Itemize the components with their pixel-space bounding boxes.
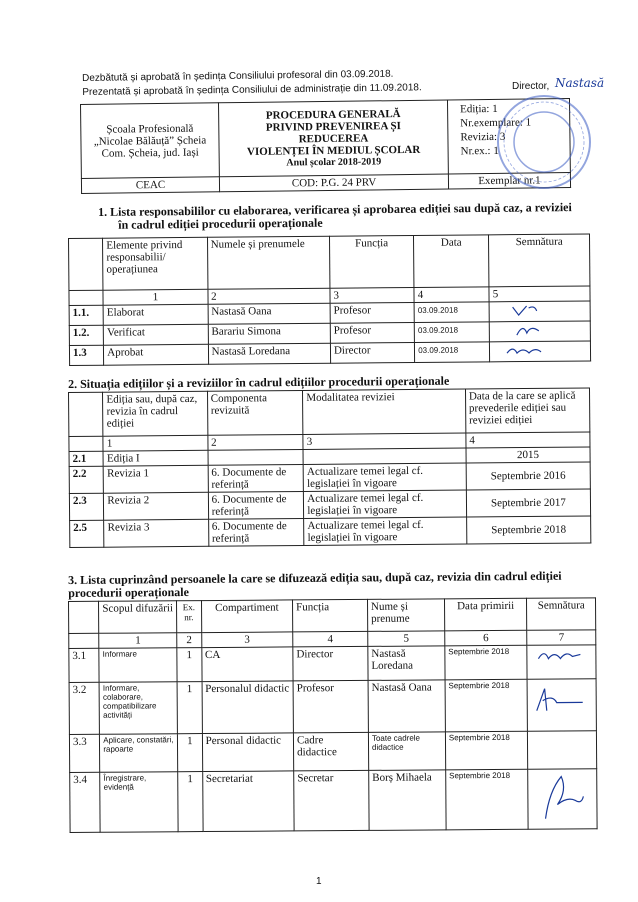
- title-line-3: REDUCEREA: [298, 131, 369, 145]
- row-id: 3.3: [69, 734, 100, 772]
- row-id: 1.3: [69, 345, 103, 365]
- col-receive-date: Data primirii: [444, 598, 527, 631]
- row-id: 1.2.: [69, 325, 103, 345]
- signature-cell: [490, 341, 591, 362]
- department: Personalul didactic: [202, 681, 294, 734]
- table-row: [70, 516, 591, 548]
- apply-date: Septembrie 2018: [466, 516, 590, 544]
- num-6: 6: [445, 630, 528, 646]
- signature-icon: [532, 770, 588, 822]
- num-5: 5: [368, 631, 445, 647]
- num-5: 5: [489, 286, 590, 302]
- receive-date: Septembrie 2018: [445, 645, 528, 680]
- col-modality: Modalitatea reviziei: [303, 389, 466, 434]
- function: Profesor: [293, 680, 368, 733]
- code-cell: COD: P.G. 24 PRV: [220, 174, 449, 192]
- num-2: 2: [208, 434, 304, 450]
- department: CA: [201, 647, 293, 682]
- signature-cell: [527, 679, 596, 731]
- col-copy-number: Ex. nr.: [177, 601, 202, 633]
- apply-date: Septembrie 2017: [466, 489, 590, 517]
- num-4: 4: [293, 631, 368, 647]
- approval-line-2: Prezentată și aprobată în ședința Consiliului de administrație din 11.09.2018.: [82, 82, 422, 98]
- section-3-heading-line-1: 3. Lista cuprinzând persoanele la care se difuzează ediția sau, după caz, revizia din cadrul ediției: [67, 568, 562, 587]
- component: [208, 449, 304, 465]
- function: Profesor: [330, 322, 414, 343]
- signature-cell: [527, 645, 596, 679]
- person-name: Toate cadrele didactice: [368, 732, 445, 771]
- responsibles-table: [68, 233, 591, 366]
- scope: Aplicare, constatări, rapoarte: [100, 734, 178, 773]
- section-1-heading: [98, 201, 572, 232]
- scope: Informare: [99, 648, 177, 683]
- school-cell: [81, 103, 220, 179]
- exemplar-cell: Exemplar nr.1: [448, 173, 570, 189]
- modality: Actualizare temei legal cf. legislației în vigoare: [304, 490, 467, 518]
- col-function: Funcția: [293, 599, 368, 632]
- num-2: 2: [177, 633, 202, 648]
- school-line-2: „Nicolae Bălăuță” Șcheia: [93, 133, 207, 148]
- department: Personal didactic: [202, 733, 294, 772]
- function: Cadre didactice: [293, 732, 368, 771]
- date: 03.09.2018: [415, 342, 490, 363]
- num-7: 7: [527, 630, 596, 645]
- copy-number-info: Nr.ex.: 1: [460, 144, 499, 158]
- function: Director: [330, 342, 414, 363]
- col-name: Numele și prenumele: [207, 236, 330, 289]
- distribution-table: [68, 597, 598, 833]
- num-1: 1: [99, 633, 177, 649]
- signature-icon: [531, 680, 587, 720]
- scope: Informare, colaborare, compatibilizare activități: [99, 682, 177, 735]
- page-number: 1: [316, 876, 322, 887]
- section-2-heading: 2. Situația edițiilor și a reviziilor în cadrul edițiilor procedurii operaționale: [67, 373, 450, 391]
- num-4: 4: [414, 287, 489, 303]
- table-row: [69, 645, 596, 683]
- function: Profesor: [330, 302, 414, 323]
- signature-icon: [493, 343, 553, 358]
- component: 6. Documente de referință: [208, 491, 304, 519]
- col-date: Data: [414, 235, 490, 288]
- date: 03.09.2018: [414, 322, 489, 343]
- col-signature: Semnătura: [527, 598, 596, 630]
- apply-date: 2015: [466, 447, 590, 463]
- date: 03.09.2018: [414, 302, 489, 323]
- component: 6. Documente de referință: [208, 464, 304, 492]
- section-3-heading-line-2: procedurii operaționale: [68, 584, 190, 600]
- edition: Revizia 1: [104, 465, 208, 493]
- section-1-heading-line-1: 1. Lista responsabililor cu elaborarea, verificarea și aprobarea ediției sau după caz, a reviziei: [97, 200, 572, 219]
- table-row: [70, 769, 597, 833]
- col-department: Compartiment: [201, 600, 293, 633]
- apply-date: Septembrie 2016: [466, 462, 590, 490]
- section-1-heading-line-2: în cadrul ediției procedurii operaționale: [118, 215, 323, 232]
- signature-icon: [531, 646, 587, 664]
- col-name: Nume și prenume: [367, 599, 444, 632]
- signature-icon: [493, 323, 553, 338]
- table-row: [69, 679, 596, 735]
- col-signature: Semnătura: [489, 234, 590, 287]
- num-2: 2: [208, 288, 330, 304]
- ceac-cell: CEAC: [81, 177, 219, 194]
- edition: Revizia 3: [104, 519, 208, 547]
- school-line-1: Școala Profesională: [106, 122, 194, 136]
- edition: Revizia 2: [104, 492, 208, 520]
- editions-table: [68, 387, 591, 548]
- col-apply-date: Data de la care se aplică prevederile ediției sau reviziei ediției: [465, 388, 590, 433]
- copies-info: Nr.exemplare: 1: [460, 116, 532, 130]
- num-1: 1: [103, 289, 208, 305]
- row-id: 3.4: [70, 772, 101, 832]
- school-year: Anul școlar 2018-2019: [286, 155, 382, 168]
- title-line-2: PRIVIND PREVENIREA ȘI: [265, 119, 401, 134]
- school-line-3: Com. Șcheia, jud. Iași: [101, 146, 199, 160]
- person-name: Borș Mihaela: [369, 770, 446, 831]
- copy-number: 1: [178, 772, 203, 832]
- row-id: 2.2: [69, 466, 104, 493]
- modality: Actualizare temei legal cf. legislației în vigoare: [303, 463, 466, 491]
- copy-number: 1: [177, 648, 202, 682]
- procedure-title-cell: [219, 100, 449, 177]
- col-operation: Elemente privind responsabilii/ operațiunea: [103, 237, 208, 290]
- modality: [303, 448, 466, 464]
- edition-info: Ediția: 1: [460, 102, 498, 116]
- copy-number: 1: [177, 682, 202, 734]
- approval-note: [82, 66, 542, 100]
- num-4: 4: [466, 432, 590, 448]
- signature-cell: [490, 321, 591, 342]
- section-3-heading: [68, 570, 562, 600]
- receive-date: Septembrie 2018: [445, 731, 528, 770]
- num-1: 1: [103, 435, 207, 451]
- row-id: 2.3: [69, 493, 104, 520]
- person-name: Nastasă Oana: [208, 303, 330, 324]
- col-component: Componenta revizuită: [207, 390, 303, 435]
- title-line-1: PROCEDURA GENERALĂ: [265, 107, 401, 122]
- col-edition: Ediția sau, după caz, revizia în cadrul ediției: [103, 391, 208, 436]
- signature-cell: [489, 301, 590, 322]
- title-line-4: VIOLENȚEI ÎN MEDIUL ȘCOLAR: [246, 143, 421, 158]
- person-name: Nastasă Loredana: [368, 646, 445, 681]
- school-stamp-icon: [494, 92, 594, 192]
- signature-icon: [493, 303, 553, 318]
- component: 6. Documente de referință: [208, 518, 304, 546]
- person-name: Nastasă Loredana: [208, 343, 330, 364]
- col-function: Funcția: [329, 235, 414, 288]
- signature-cell: [528, 731, 597, 769]
- director-label: Director,: [512, 81, 550, 92]
- operation: Aprobat: [104, 344, 209, 365]
- table-row: [69, 731, 596, 773]
- function: Secretar: [294, 770, 369, 831]
- row-id: 2.5: [70, 520, 105, 547]
- copy-number: 1: [177, 734, 202, 772]
- row-id: 3.1: [69, 648, 100, 682]
- row-id: 3.2: [69, 682, 100, 734]
- approval-line-1: Dezbătută și aprobată în ședința Consiliului profesoral din 03.09.2018.: [82, 68, 394, 84]
- col-scope: Scopul difuzării: [99, 601, 177, 634]
- receive-date: Septembrie 2018: [446, 769, 529, 830]
- signature-cell: [528, 769, 597, 829]
- receive-date: Septembrie 2018: [445, 679, 528, 732]
- scope: Înregistrare, evidență: [100, 772, 178, 833]
- edition: Ediția I: [103, 450, 207, 466]
- num-3: 3: [303, 433, 466, 449]
- department: Secretariat: [202, 771, 294, 832]
- modality: Actualizare temei legal cf. legislației în vigoare: [304, 517, 467, 545]
- function: Director: [293, 646, 368, 681]
- row-id: 1.1.: [69, 305, 103, 325]
- num-3: 3: [201, 632, 293, 648]
- revision-info: Revizia: 3: [460, 130, 506, 144]
- num-3: 3: [330, 287, 414, 303]
- person-name: Barariu Simona: [208, 323, 330, 344]
- operation: Verificat: [104, 324, 209, 345]
- operation: Elaborat: [103, 304, 208, 325]
- person-name: Nastasă Oana: [368, 680, 445, 733]
- table-row: [69, 341, 590, 366]
- row-id: 2.1: [69, 451, 104, 466]
- director-signature: Nastasă: [555, 76, 605, 90]
